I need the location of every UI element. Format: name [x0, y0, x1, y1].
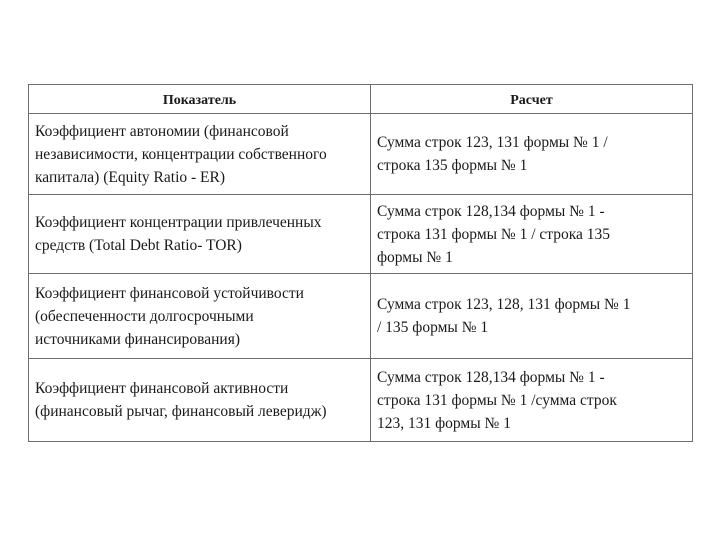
indicator-line: Коэффициент финансовой активности: [35, 380, 289, 397]
ratios-table: [28, 84, 693, 442]
calculation-line: Сумма строк 123, 128, 131 формы № 1: [377, 296, 631, 313]
calculation-line: строка 131 формы № 1 / строка 135: [377, 225, 611, 243]
indicator-cell: [29, 114, 371, 195]
indicator-line: (обеспеченности долгосрочными: [35, 307, 254, 325]
calculation-line: строка 131 формы № 1 /сумма строк: [377, 391, 617, 409]
indicator-line: средств (Total Debt Ratio- TOR): [35, 237, 242, 254]
header-calculation: Расчет: [371, 85, 693, 114]
indicator-line: Коэффициент автономии (финансовой: [35, 122, 289, 140]
indicator-cell: [29, 274, 371, 359]
table-row: [29, 114, 693, 195]
indicator-cell: [29, 359, 371, 442]
calculation-cell: [371, 114, 693, 195]
calculation-line: Сумма строк 128,134 формы № 1 -: [377, 202, 605, 220]
indicator-line: (финансовый рычаг, финансовый леверидж): [35, 403, 327, 420]
table-row: [29, 359, 693, 442]
calculation-line: строка 135 формы № 1: [377, 157, 528, 174]
indicator-line: капитала) (Equity Ratio - ER): [35, 168, 226, 186]
table-header-row: [29, 85, 693, 114]
indicator-cell: [29, 195, 371, 274]
calculation-line: Сумма строк 123, 131 формы № 1 /: [377, 134, 608, 151]
calculation-line: Сумма строк 128,134 формы № 1 -: [377, 368, 605, 386]
calculation-line: / 135 формы № 1: [377, 319, 489, 336]
header-indicator: Показатель: [29, 85, 371, 114]
indicator-line: Коэффициент финансовой устойчивости: [35, 284, 304, 302]
calculation-line: 123, 131 формы № 1: [377, 414, 511, 432]
calculation-cell: [371, 195, 693, 274]
indicator-line: независимости, концентрации собственного: [35, 145, 327, 163]
table-row: [29, 195, 693, 274]
indicator-line: источниками финансирования): [35, 330, 240, 348]
calculation-cell: [371, 274, 693, 359]
calculation-cell: [371, 359, 693, 442]
indicator-line: Коэффициент концентрации привлеченных: [35, 214, 322, 231]
calculation-line: формы № 1: [377, 248, 453, 266]
table-row: [29, 274, 693, 359]
